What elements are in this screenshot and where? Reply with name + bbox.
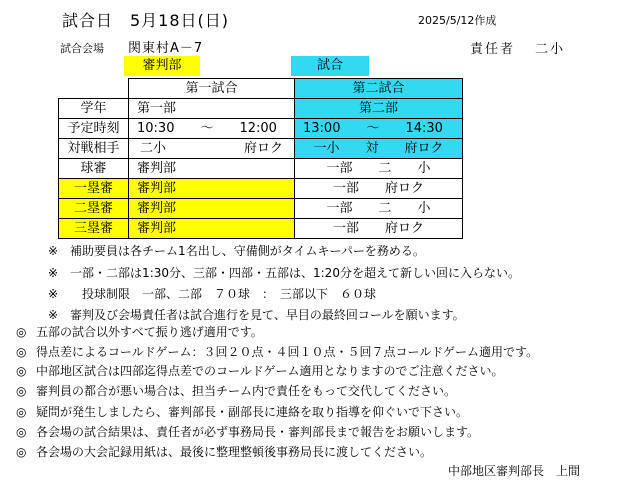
table-row-time — [59, 119, 463, 139]
venue-label: 試合会場 — [60, 42, 104, 55]
table-header-row — [59, 79, 463, 99]
rule-text: 審判員の都合が悪い場合は、担当チーム内で責任をもって交代してください。 — [36, 384, 457, 398]
note-line: ※ 補助要員は各チーム1名出し、守備側がタイムキーパーを務める。 — [48, 244, 425, 258]
double-circle-icon: ◎ — [16, 345, 27, 359]
schedule-table — [58, 78, 463, 239]
note-line: ※ 一部・二部は1:30分、三部・四部・五部は、1:20分を超えて新しい回に入らない。 — [48, 266, 520, 280]
table-row-first-base-umpire — [59, 179, 463, 199]
signature: 中部地区審判部長 上間 — [447, 464, 580, 478]
table-row-opponent — [59, 139, 463, 159]
rule-line — [16, 403, 468, 420]
double-circle-icon: ◎ — [16, 364, 27, 378]
second-match-cell: 一部 府ロク — [295, 179, 463, 199]
second-match-cell: 13:00 ～ 14:30 — [295, 119, 463, 139]
rule-text: 五部の試合以外すべて振り逃げ適用です。 — [36, 325, 263, 339]
created-date: 2025/5/12作成 — [418, 14, 497, 27]
venue-value: 関東村A－7 — [128, 41, 204, 56]
double-circle-icon: ◎ — [16, 425, 27, 439]
rule-text: 疑問が発生しましたら、審判部長・副部長に連絡を取り指導を仰ぐいで下さい。 — [36, 405, 469, 419]
first-match-cell: 審判部 — [129, 159, 295, 179]
rule-line — [16, 362, 504, 379]
second-match-cell: 一部 二 小 — [295, 199, 463, 219]
row-label: 二塁審 — [59, 199, 129, 219]
double-circle-icon: ◎ — [16, 405, 27, 419]
table-row-plate-umpire — [59, 159, 463, 179]
table-row-third-base-umpire — [59, 219, 463, 239]
first-match-cell: 第一部 — [129, 99, 295, 119]
rule-text: 中部地区試合は四部迄得点差でのコールドゲーム適用となりますのでご注意ください。 — [36, 364, 504, 378]
first-match-cell: 二小 府ロク — [129, 139, 295, 159]
match-tag: 試合 — [291, 56, 369, 76]
rule-line — [16, 443, 432, 460]
double-circle-icon: ◎ — [16, 384, 27, 398]
note-line: ※ 審判及び会場責任者は試合進行を見て、早目の最終回コールを願います。 — [48, 308, 465, 322]
first-match-cell: 審判部 — [129, 219, 295, 239]
row-label: 一塁審 — [59, 179, 129, 199]
rule-line — [16, 382, 456, 399]
second-match-header: 第二試合 — [295, 79, 463, 99]
page-title: 試合日 5月18日(日) — [62, 11, 230, 30]
double-circle-icon: ◎ — [16, 325, 27, 339]
first-match-cell: 10:30 ～ 12:00 — [129, 119, 295, 139]
rule-text: 各会場の大会記録用紙は、最後に整理整頓後事務局長に渡してください。 — [36, 445, 433, 459]
umpire-tag: 審判部 — [124, 56, 200, 76]
table-corner — [59, 79, 129, 99]
note-line: ※ 投球制限 一部、二部 ７０球 ： 三部以下 ６０球 — [48, 287, 377, 301]
row-label: 球審 — [59, 159, 129, 179]
first-match-cell: 審判部 — [129, 199, 295, 219]
table-row-grade — [59, 99, 463, 119]
responsible-value: 二小 — [535, 42, 566, 57]
first-match-header: 第一試合 — [129, 79, 295, 99]
second-match-cell: 一部 府ロク — [295, 219, 463, 239]
second-match-cell: 一部 二 小 — [295, 159, 463, 179]
table-row-second-base-umpire — [59, 199, 463, 219]
row-label: 予定時刻 — [59, 119, 129, 139]
row-label: 学年 — [59, 99, 129, 119]
double-circle-icon: ◎ — [16, 445, 27, 459]
rule-text: 得点差によるコールドゲーム：３回２０点・４回１０点・５回７点コールドゲーム適用です。 — [36, 345, 539, 359]
row-label: 三塁審 — [59, 219, 129, 239]
rule-text: 各会場の試合結果は、責任者が必ず事務局長・審判部長まで報告をお願いします。 — [36, 425, 480, 439]
second-match-cell: 第二部 — [295, 99, 463, 119]
rule-line — [16, 323, 263, 340]
rule-line — [16, 343, 538, 360]
row-label: 対戦相手 — [59, 139, 129, 159]
second-match-cell: 一小 対 府ロク — [295, 139, 463, 159]
first-match-cell: 審判部 — [129, 179, 295, 199]
responsible-label: 責任者 — [470, 42, 516, 57]
rule-line — [16, 423, 479, 440]
